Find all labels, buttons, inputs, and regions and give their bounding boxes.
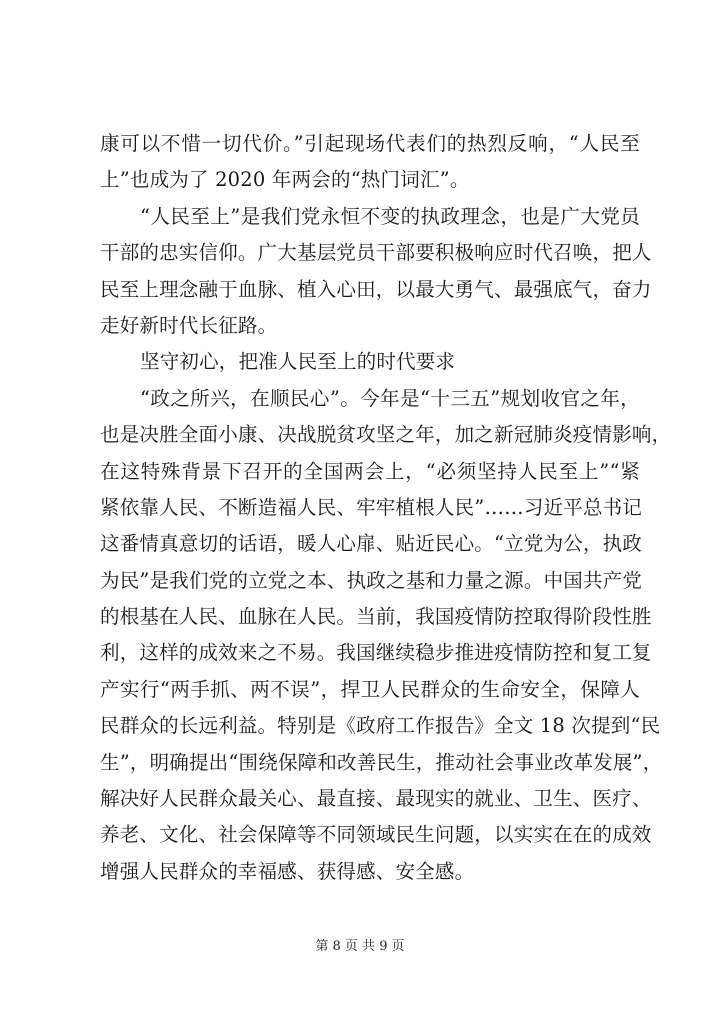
text-line: 的根基在人民、血脉在人民。当前，我国疫情防控取得阶段性胜 [100,605,652,629]
text-line: “人民至上”是我们党永恒不变的执政理念，也是广大党员 [140,204,640,228]
text-line: 上”也成为了 2020 年两会的“热门词汇”。 [100,168,470,192]
body-text [100,126,672,890]
text-line: 产实行“两手抓、两不误”，捍卫人民群众的生命安全，保障人 [100,677,640,701]
text-line: 利，这样的成效来之不易。我国继续稳步推进疫情防控和复工复 [100,641,652,665]
text-line: 民群众的长远利益。特别是《政府工作报告》全文 18 次提到“民 [100,714,661,738]
text-line: 走好新时代长征路。 [100,313,278,337]
page-number: 第 8 页 共 9 页 [315,939,405,954]
text-line: 民至上理念融于血脉、植入心田，以最大勇气、最强底气，奋力 [100,277,652,301]
text-line: 这番情真意切的话语，暖人心扉、贴近民心。“立党为公，执政 [100,532,643,556]
text-line: 生”，明确提出“围绕保障和改善民生，推动社会事业改革发展”， [100,750,663,774]
text-line: 解决好人民群众最关心、最直接、最现实的就业、卫生、医疗、 [100,787,652,811]
text-line: 康可以不惜一切代价。”引起现场代表们的热烈反响，“人民至 [100,132,640,155]
text-line: 在这特殊背景下召开的全国两会上，“必须坚持人民至上”“紧 [100,459,640,483]
text-line: “政之所兴，在顺民心”。今年是“十三五”规划收官之年， [140,386,640,410]
text-line: 紧依靠人民、不断造福人民、牢牢植根人民”……习近平总书记 [100,495,643,519]
text-line: 养老、文化、社会保障等不同领域民生问题，以实实在在的成效 [100,823,652,847]
text-line: 干部的忠实信仰。广大基层党员干部要积极响应时代召唤，把人 [100,241,652,265]
text-line: 也是决胜全面小康、决战脱贫攻坚之年，加之新冠肺炎疫情影响， [100,423,672,447]
text-line: 为民”是我们党的立党之本、执政之基和力量之源。中国共产党 [100,568,643,592]
section-heading: 坚守初心，把准人民至上的时代要求 [140,350,456,374]
text-line: 增强人民群众的幸福感、获得感、安全感。 [100,859,475,883]
